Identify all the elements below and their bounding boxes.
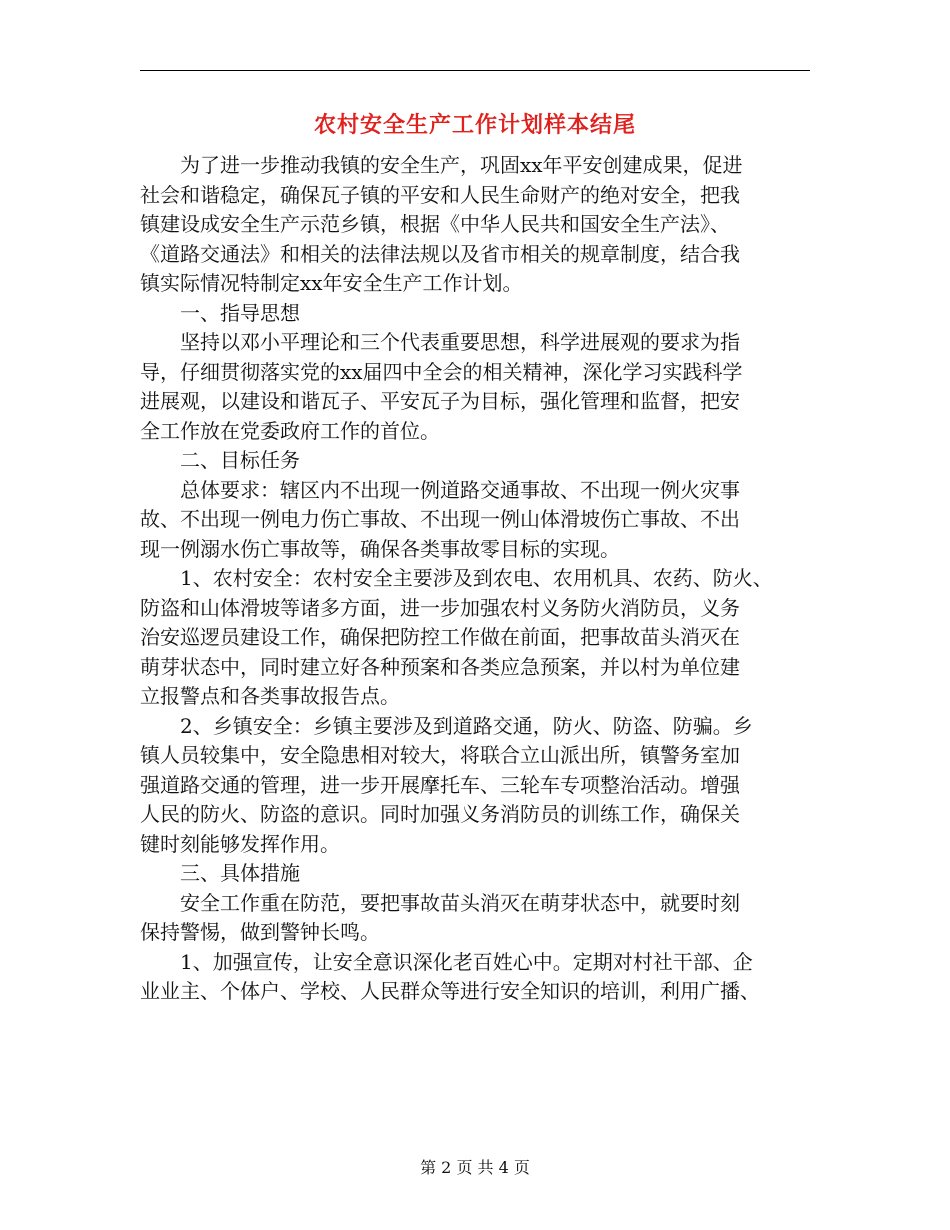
text-line: 治安巡逻员建设工作，确保把防控工作做在前面，把事故苗头消灭在: [140, 625, 740, 649]
text-line: 键时刻能够发挥作用。: [140, 831, 340, 856]
text-line: 二、目标任务: [180, 448, 300, 472]
document-title: 农村安全生产工作计划样本结尾: [313, 112, 636, 138]
text-line: 为了进一步推动我镇的安全生产，巩固xx年平安创建成果，促进: [180, 153, 743, 177]
text-line: 镇人员较集中，安全隐患相对较大，将联合立山派出所，镇警务室加: [140, 743, 740, 767]
text-line: 故、不出现一例电力伤亡事故、不出现一例山体滑坡伤亡事故、不出: [140, 507, 740, 531]
text-line: 三、具体措施: [180, 861, 300, 885]
text-line: 导，仔细贯彻落实党的xx届四中全会的相关精神，深化学习实践科学: [140, 359, 743, 384]
text-line: 业业主、个体户、学校、人民群众等进行安全知识的培训，利用广播、: [140, 979, 760, 1003]
header-rule: [140, 70, 810, 71]
text-line: 《道路交通法》和相关的法律法规以及省市相关的规章制度，结合我: [140, 241, 740, 266]
text-line: 一、指导思想: [180, 300, 300, 325]
text-line: 进展观，以建设和谐瓦子、平安瓦子为目标，强化管理和监督，把安: [140, 389, 740, 413]
text-line: 人民的防火、防盗的意识。同时加强义务消防员的训练工作，确保关: [140, 802, 740, 826]
text-line: 镇建设成安全生产示范乡镇，根据《中华人民共和国安全生产法》、: [140, 212, 730, 236]
text-line: 1、农村安全：农村安全主要涉及到农电、农用机具、农药、防火、: [180, 566, 773, 590]
text-line: 1、加强宣传，让安全意识深化老百姓心中。定期对村社干部、企: [180, 949, 753, 974]
text-line: 总体要求：辖区内不出现一例道路交通事故、不出现一例火灾事: [180, 477, 740, 502]
text-line: 社会和谐稳定，确保瓦子镇的平安和人民生命财产的绝对安全，把我: [140, 182, 740, 207]
text-line: 镇实际情况特制定xx年安全生产工作计划。: [140, 271, 523, 295]
text-line: 防盗和山体滑坡等诸多方面，进一步加强农村义务防火消防员，义务: [140, 595, 740, 620]
text-line: 保持警惕，做到警钟长鸣。: [140, 920, 380, 944]
text-line: 2、乡镇安全：乡镇主要涉及到道路交通，防火、防盗、防骗。乡: [180, 713, 753, 738]
page-number: 第 2 页 共 4 页: [420, 1158, 530, 1177]
document-body: [140, 151, 810, 1007]
text-line: 全工作放在党委政府工作的首位。: [140, 418, 440, 443]
text-line: 强道路交通的管理，进一步开展摩托车、三轮车专项整治活动。增强: [140, 772, 740, 797]
text-line: 萌芽状态中，同时建立好各种预案和各类应急预案，并以村为单位建: [140, 654, 740, 679]
text-line: 安全工作重在防范，要把事故苗头消灭在萌芽状态中，就要时刻: [180, 890, 740, 915]
text-line: 现一例溺水伤亡事故等，确保各类事故零目标的实现。: [140, 536, 620, 561]
text-line: 坚持以邓小平理论和三个代表重要思想，科学进展观的要求为指: [180, 330, 740, 354]
text-line: 立报警点和各类事故报告点。: [140, 684, 400, 708]
